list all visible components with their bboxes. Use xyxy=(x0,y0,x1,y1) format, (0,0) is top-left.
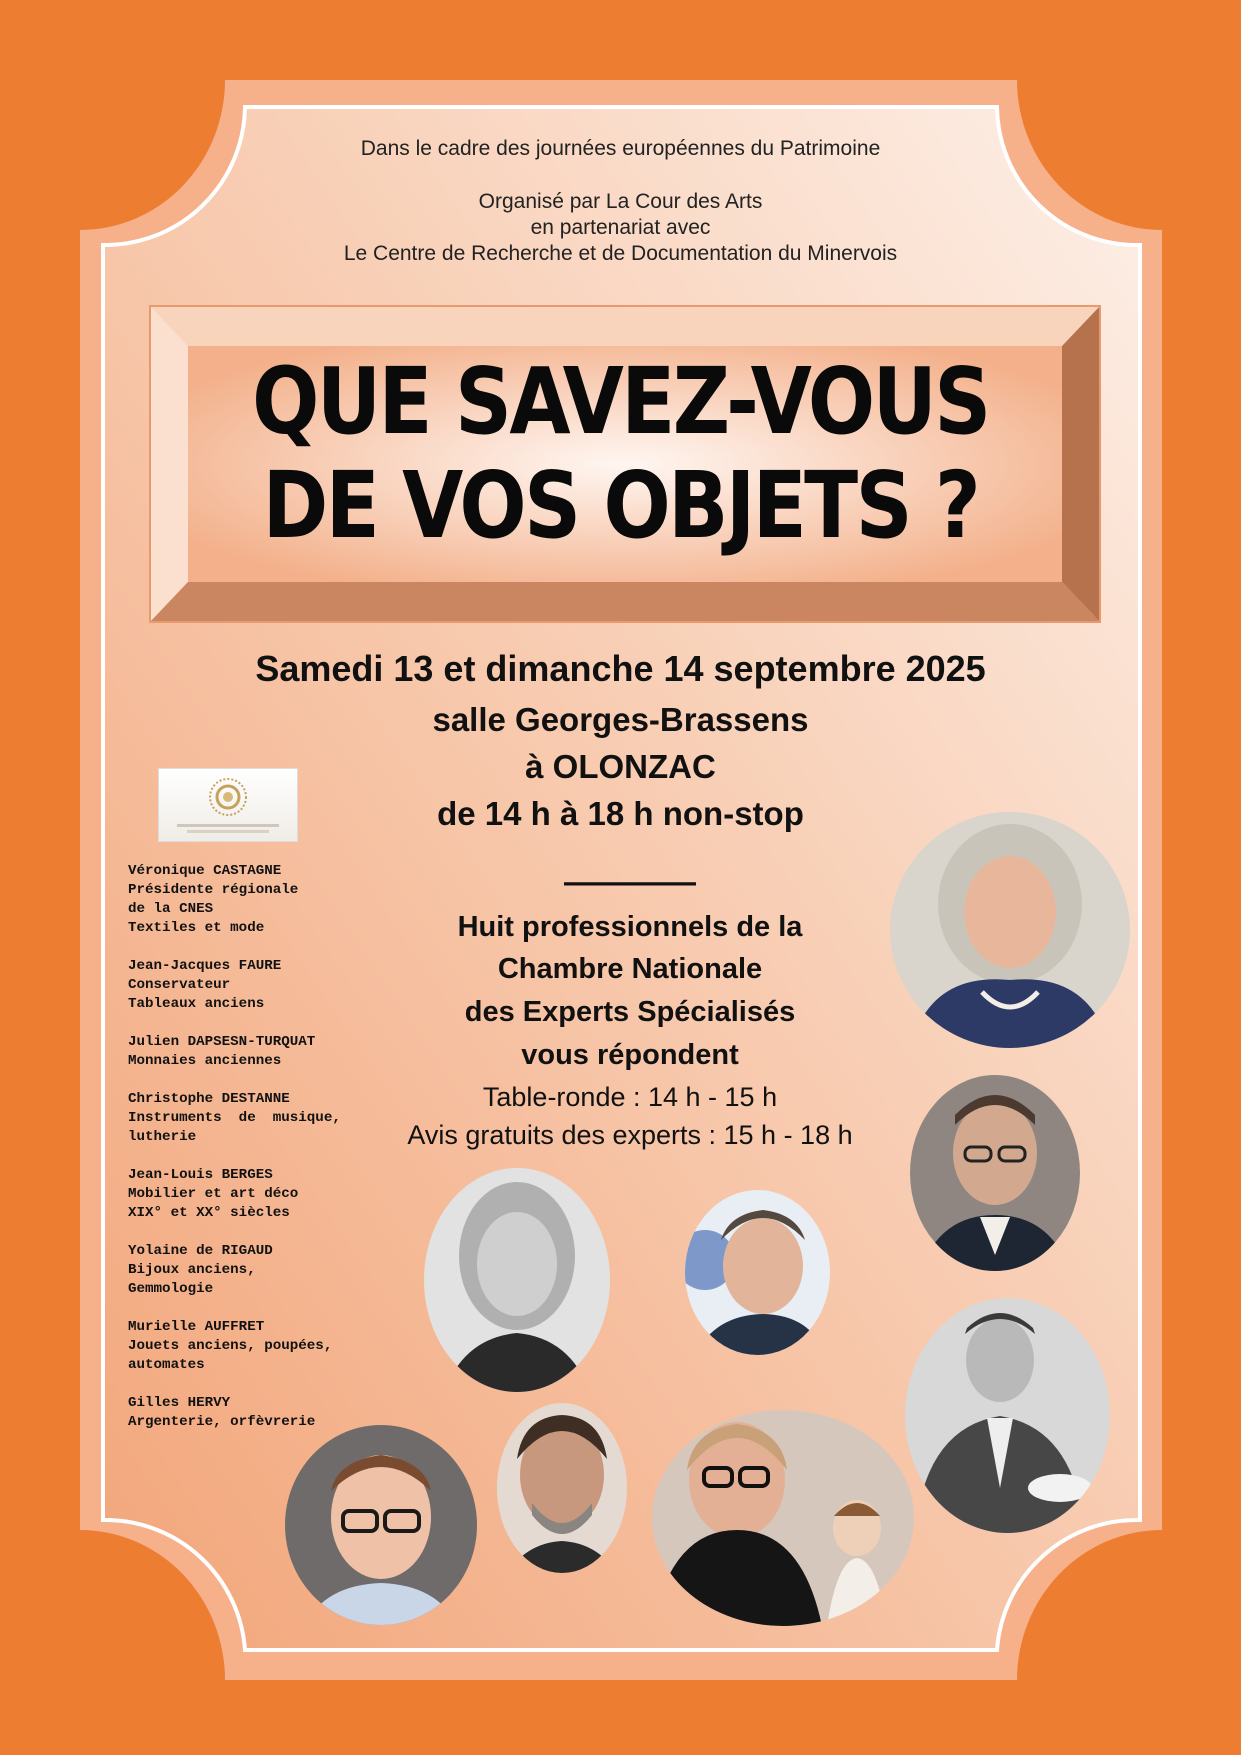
intro-heritage-line: Dans le cadre des journées européennes du Patrimoine xyxy=(360,137,881,160)
title-line-2: DE VOS OBJETS ? xyxy=(262,452,979,559)
portrait-photo xyxy=(905,1298,1110,1533)
intro-partner-line: Le Centre de Recherche et de Documentation du Minervois xyxy=(343,242,898,265)
event-date: Samedi 13 et dimanche 14 septembre 2025 xyxy=(255,648,986,689)
portrait-photo xyxy=(497,1403,627,1573)
expert-entry: Christophe DESTANNE Instruments de musique, lutherie xyxy=(128,1091,341,1145)
portrait-photo xyxy=(910,1075,1080,1271)
event-hours: de 14 h à 18 h non-stop xyxy=(437,795,804,832)
portrait-photo xyxy=(424,1168,610,1392)
portrait-photo xyxy=(652,1410,914,1626)
roundtable-time: Table-ronde : 14 h - 15 h xyxy=(482,1082,778,1112)
title-line-1: QUE SAVEZ-VOUS xyxy=(252,348,989,455)
portrait-photo xyxy=(285,1425,477,1625)
expert-entry: Murielle AUFFRET Jouets anciens, poupées, automates xyxy=(128,1319,333,1373)
event-town: à OLONZAC xyxy=(525,748,716,785)
separator: ———— xyxy=(564,863,696,900)
intro-partnership-line: en partenariat avec xyxy=(530,216,711,239)
pros-line-2: Chambre Nationale xyxy=(497,953,763,985)
intro-organizer-line: Organisé par La Cour des Arts xyxy=(478,190,763,213)
expert-entry: Jean-Louis BERGES Mobilier et art déco XIX° et XX° siècles xyxy=(128,1167,299,1221)
portrait-photo xyxy=(890,812,1130,1048)
sun-emblem-icon xyxy=(159,769,297,841)
experts-list xyxy=(128,862,388,1451)
portrait-photo xyxy=(685,1190,830,1355)
pros-line-1: Huit professionnels de la xyxy=(457,911,803,943)
pros-line-4: vous répondent xyxy=(521,1039,739,1071)
expert-entry: Julien DAPSESN-TURQUAT Monnaies anciennes xyxy=(128,1034,316,1069)
advice-time: Avis gratuits des experts : 15 h - 18 h xyxy=(407,1120,853,1150)
expert-entry: Véronique CASTAGNE Présidente régionale de la CNES Textiles et mode xyxy=(128,863,299,936)
pros-line-3: des Experts Spécialisés xyxy=(464,996,796,1028)
cnes-logo xyxy=(158,768,298,842)
expert-entry: Yolaine de RIGAUD Bijoux anciens, Gemmologie xyxy=(128,1243,273,1297)
expert-entry: Jean-Jacques FAURE Conservateur Tableaux anciens xyxy=(128,958,282,1012)
expert-entry: Gilles HERVY Argenterie, orfèvrerie xyxy=(128,1395,316,1430)
event-venue: salle Georges-Brassens xyxy=(432,701,809,738)
